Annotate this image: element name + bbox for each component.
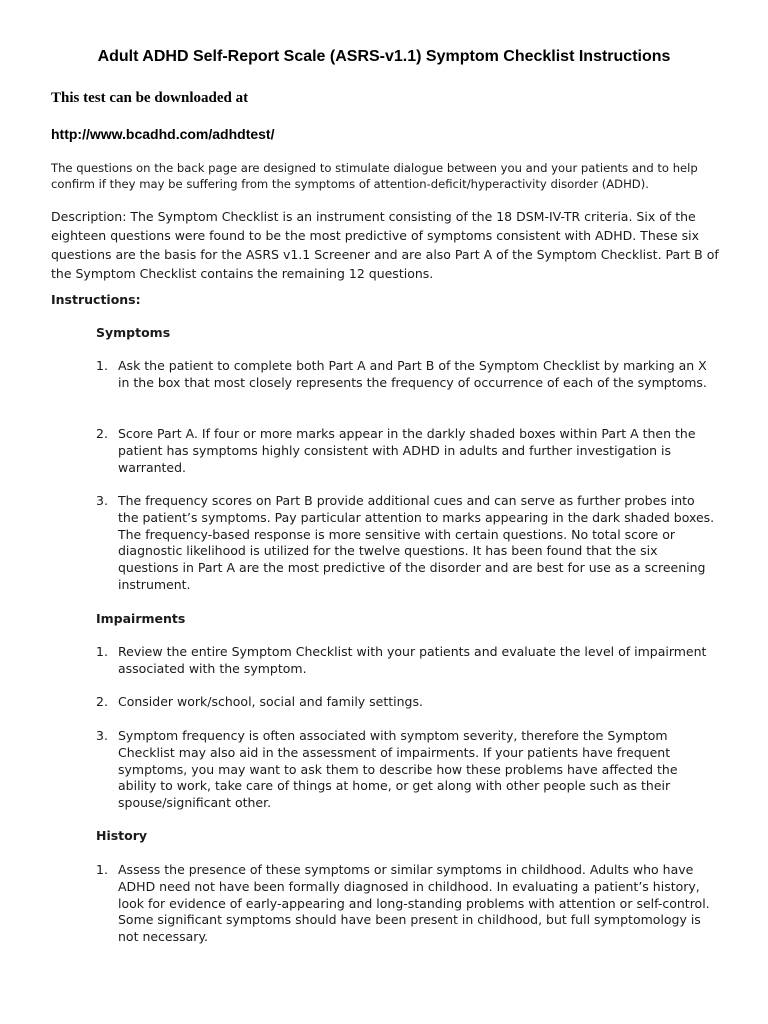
intro-paragraph: The questions on the back page are designed to stimulate dialogue between you and your patients and to help confirm if they may be suffering from the symptoms of attention-deficit/hyperactivity disorder (ADHD). [51,161,698,191]
symptoms-item-1 [96,358,716,392]
symptoms-item-2 [96,426,716,476]
list-number: 2. [96,694,108,709]
list-number: 1. [96,644,108,659]
list-number: 2. [96,426,108,441]
list-number: 3. [96,493,108,508]
list-text: Review the entire Symptom Checklist with your patients and evaluate the level of impairment associated with the symptom. [118,644,707,676]
list-text: Score Part A. If four or more marks appear in the darkly shaded boxes within Part A then the patient has symptoms highly consistent with ADHD in adults and further investigation is warranted. [118,426,696,475]
download-url-link[interactable]: http://www.bcadhd.com/adhdtest/ [51,126,275,142]
history-heading: History [96,828,148,843]
symptoms-heading: Symptoms [96,325,171,340]
list-text: The frequency scores on Part B provide additional cues and can serve as further probes into the patient’s symptoms. Pay particular attention to marks appearing in the dark shaded boxes. The frequency-based response is more sensitive with certain questions. No total score or diagnostic likelihood is utilized for the twelve questions. It has been found that the six questions in Part A are the most predictive of the disorder and are best for use as a screening instrument. [118,493,715,592]
description-paragraph: Description: The Symptom Checklist is an instrument consisting of the 18 DSM-IV-TR criteria. Six of the eighteen questions were found to be the most predictive of symptoms consistent with ADHD. These six questions are the basis for the ASRS v1.1 Screener and are also Part A of the Symptom Checklist. Part B of the Symptom Checklist contains the remaining 12 questions. [51,209,719,281]
impairments-item-1 [96,644,716,678]
list-text: Consider work/school, social and family settings. [118,694,423,709]
list-text: Assess the presence of these symptoms or similar symptoms in childhood. Adults who have ADHD need not have been formally diagnosed in childhood. In evaluating a patient’s history, look for evidence of early-appearing and long-standing problems with attention or self-control. Some significant symptoms should have been present in childhood, but full symptomology is not necessary. [118,862,710,945]
instructions-heading: Instructions: [51,292,141,307]
list-text: Ask the patient to complete both Part A and Part B of the Symptom Checklist by marking an X in the box that most closely represents the frequency of occurrence of each of the symptoms. [118,358,707,390]
list-text: Symptom frequency is often associated with symptom severity, therefore the Symptom Checklist may also aid in the assessment of impairments. If your patients have frequent symptoms, you may want to ask them to describe how these problems have affected the ability to work, take care of things at home, or get along with other people such as their spouse/significant other. [118,728,678,811]
symptoms-item-3 [96,493,716,594]
page-title: Adult ADHD Self-Report Scale (ASRS-v1.1) Symptom Checklist Instructions [97,48,671,65]
impairments-item-2 [96,694,716,711]
download-label: This test can be downloaded at [51,90,249,106]
list-number: 1. [96,862,108,877]
list-number: 3. [96,728,108,743]
impairments-item-3 [96,728,716,812]
impairments-heading: Impairments [96,611,186,626]
history-item-1 [96,862,716,946]
list-number: 1. [96,358,108,373]
